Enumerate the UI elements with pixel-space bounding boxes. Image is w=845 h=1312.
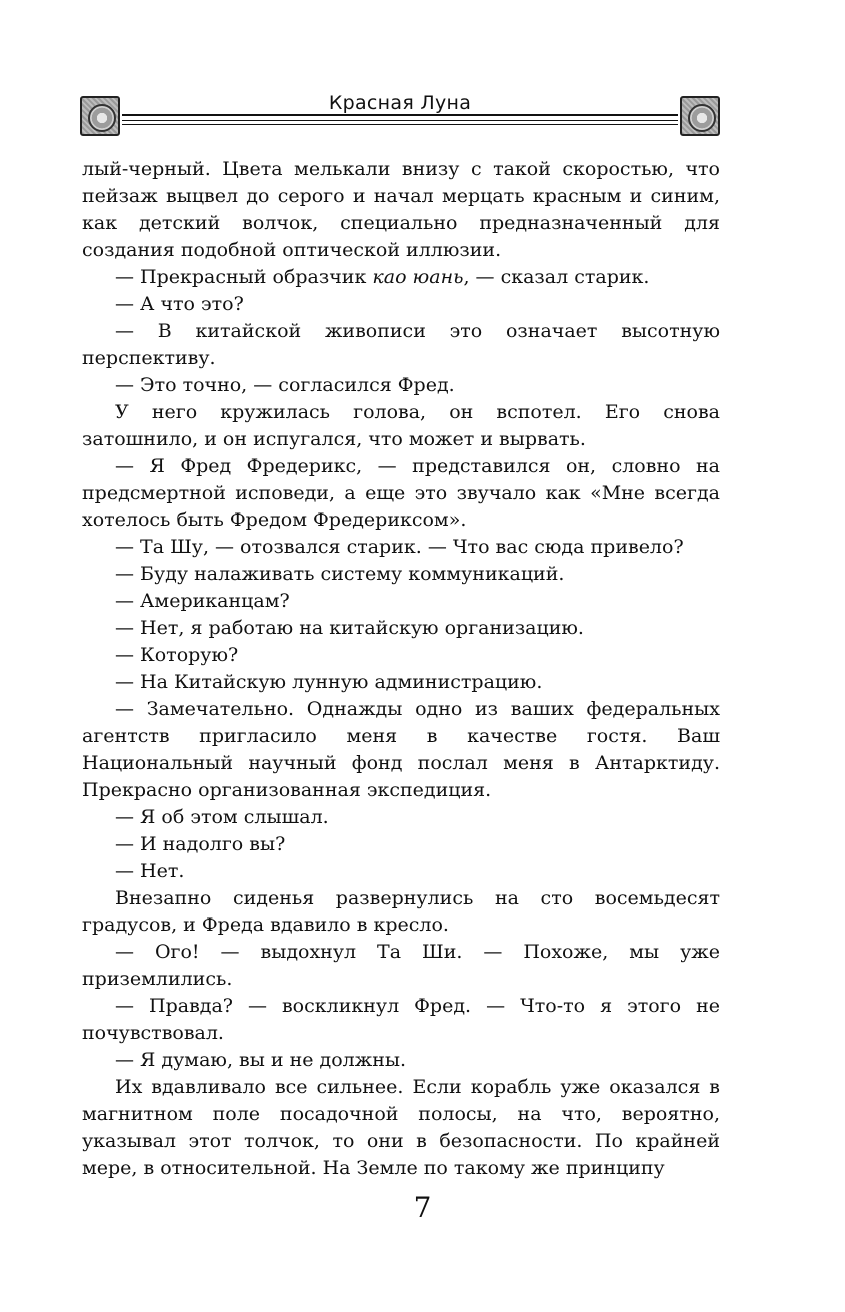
paragraph [82,264,720,291]
paragraph: — Нет, я работаю на китайскую организацию. [115,617,584,639]
paragraph: — Буду налаживать систему коммуникаций. [115,563,565,585]
paragraph: — Это точно, — согласился Фред. [115,374,455,396]
paragraph: — Которую? [115,644,239,666]
body-text [82,156,720,1182]
paragraph: — В китайской живописи это означает высотную перспективу. [82,320,720,369]
paragraph: — Ого! — выдохнул Та Ши. — Похоже, мы уже приземлились. [82,941,720,990]
text-run: — Прекрасный образчик [115,266,367,288]
text-run: , — сказал старик. [463,266,650,288]
paragraph: — А что это? [115,293,244,315]
italic-term: као юань [372,266,464,288]
paragraph: — И надолго вы? [115,833,286,855]
header-rule [122,124,678,125]
paragraph: — Та Шу, — отозвался старик. — Что вас сюда привело? [115,536,684,558]
ornament-medallion-icon [680,96,720,136]
paragraph: — Замечательно. Однажды одно из ваших федеральных агентств пригласило меня в качестве гостя. Ваш Национальный научный фонд послал меня в Антарктиду. Прекрасно организованная экспедиция. [82,698,720,801]
paragraph: — Я думаю, вы и не должны. [115,1049,407,1071]
paragraph: Внезапно сиденья развернулись на сто восемьдесят градусов, и Фреда вдавило в кресло. [82,887,720,936]
running-title: Красная Луна [328,92,472,114]
paragraph: Их вдавливало все сильнее. Если корабль уже оказался в магнитном поле посадочной полосы, на что, вероятно, указывал этот толчок, то они в безопасности. По крайней мере, в относительной. На Земле по такому же принципу [82,1076,720,1179]
paragraph: лый-черный. Цвета мелькали внизу с такой скоростью, что пейзаж выцвел до серого и начал мерцать красным и синим, как детский волчок, специально предназначенный для создания подобной оптической иллюзии. [82,158,720,261]
paragraph: — Нет. [115,860,185,882]
header-rule [122,114,678,116]
paragraph: — Правда? — воскликнул Фред. — Что-то я этого не почувствовал. [82,995,720,1044]
running-header [80,94,720,142]
paragraph: — На Китайскую лунную администрацию. [115,671,543,693]
paragraph: У него кружилась голова, он вспотел. Его снова затошнило, и он испугался, что может и вырвать. [82,401,720,450]
header-rule [122,120,678,121]
paragraph: — Американцам? [115,590,290,612]
paragraph: — Я об этом слышал. [115,806,329,828]
paragraph: — Я Фред Фредерикс, — представился он, словно на предсмертной исповеди, а еще это звучало как «Мне всегда хотелось быть Фредом Фредериксом». [82,455,720,531]
page-number: 7 [413,1191,432,1224]
